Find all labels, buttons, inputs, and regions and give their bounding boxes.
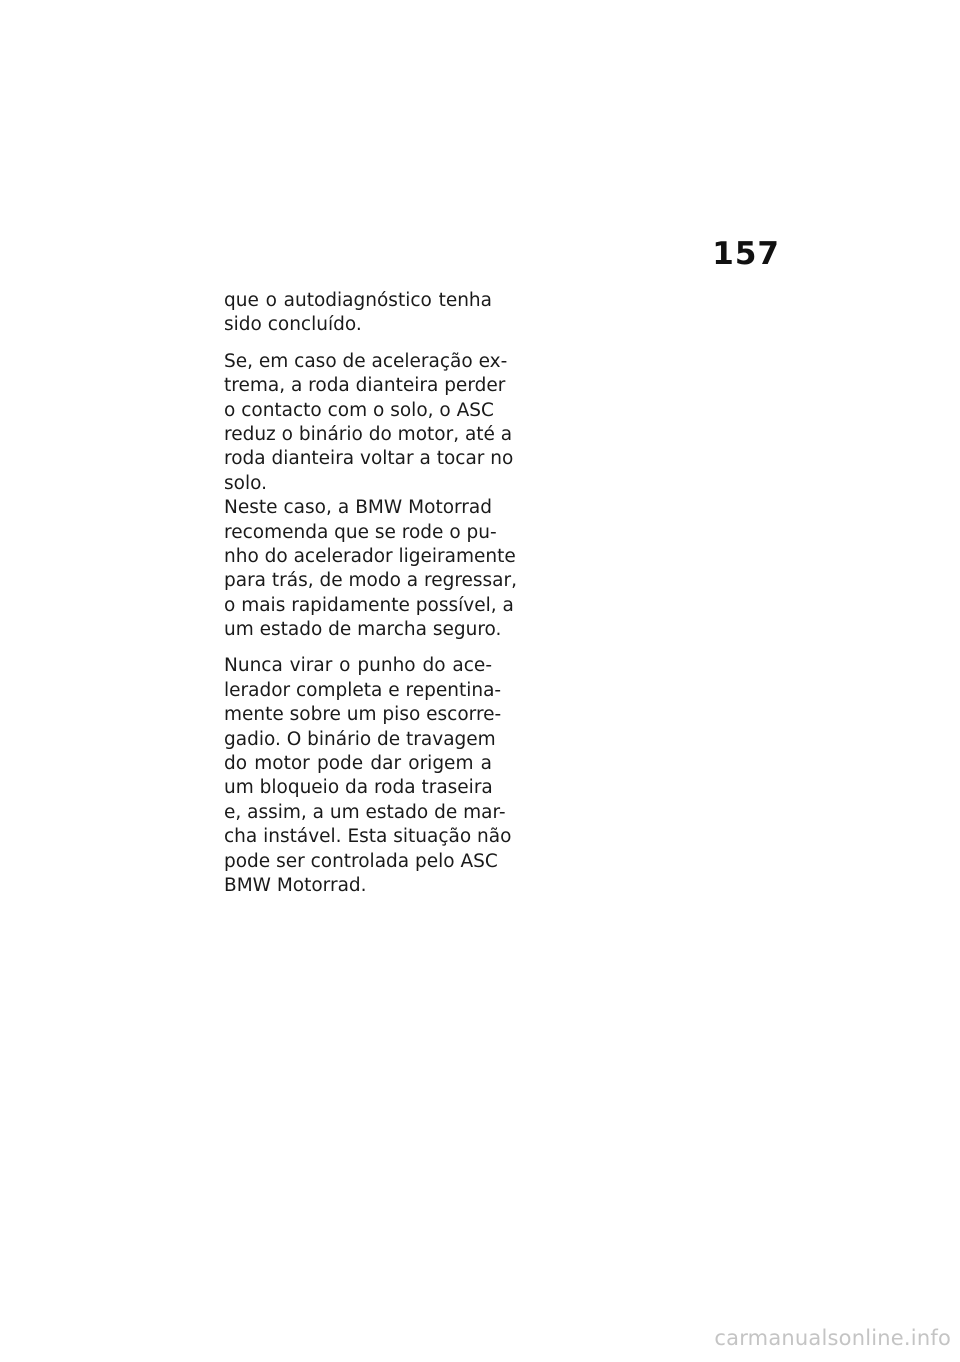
text-line: solo. [224, 472, 267, 494]
text-line: sido concluído. [224, 314, 362, 336]
text-line: Nunca virar o punho do ace- [224, 655, 492, 677]
text-line: o mais rapidamente possível, a [224, 594, 514, 616]
page-number: 157 [712, 236, 780, 272]
text-line: Se, em caso de aceleração ex- [224, 350, 508, 372]
paragraph-2 [224, 350, 514, 496]
text-line: BMW Motorrad. [224, 874, 367, 896]
text-line: trema, a roda dianteira perder [224, 375, 506, 397]
paragraph-4 [224, 654, 512, 898]
body-text [224, 289, 518, 910]
text-line: do motor pode dar origem a [224, 753, 492, 775]
text-line: pode ser controlada pelo ASC [224, 850, 498, 872]
text-line: roda dianteira voltar a tocar no [224, 448, 514, 470]
text-line: o contacto com o solo, o ASC [224, 399, 494, 421]
text-line: lerador completa e repentina- [224, 679, 502, 701]
text-line: um estado de marcha seguro. [224, 619, 502, 641]
text-line: e, assim, a um estado de mar- [224, 801, 506, 823]
text-line: mente sobre um piso escorre- [224, 704, 502, 726]
text-line: que o autodiagnóstico tenha [224, 290, 492, 311]
text-line: gadio. O binário de travagem [224, 728, 496, 750]
paragraph-1 [224, 289, 492, 338]
text-line: cha instável. Esta situação não [224, 826, 512, 848]
text-line: um bloqueio da roda traseira [224, 777, 493, 799]
watermark: carmanualsonline.info [714, 1326, 951, 1350]
text-line: nho do acelerador ligeiramente [224, 545, 516, 567]
text-line: para trás, de modo a regressar, [224, 570, 518, 592]
text-line: recomenda que se rode o pu- [224, 521, 497, 543]
paragraph-3 [224, 496, 518, 642]
text-line: Neste caso, a BMW Motorrad [224, 497, 492, 519]
text-line: reduz o binário do motor, até a [224, 423, 513, 445]
